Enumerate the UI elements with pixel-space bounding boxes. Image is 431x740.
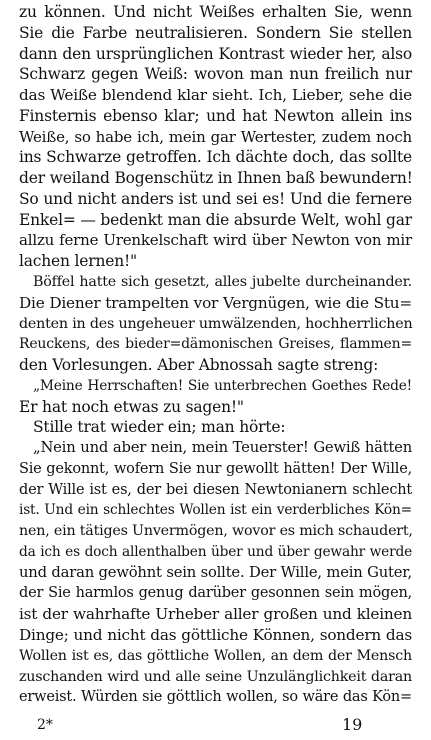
text-line: Wollen ist es, das göttliche Wollen, an dem der Mensch [19, 647, 412, 664]
text-line: Schwarz gegen Weiß: wovon man nun freilich nur [19, 65, 412, 84]
text-line: da ich es doch allenthalben über und über gewahr werde [19, 543, 412, 560]
text-line: Reuckens, des bieder=dämonischen Greises, flammen= [19, 336, 412, 353]
text-line: ist der wahrhafte Urheber aller großen und kleinen [19, 605, 412, 624]
paragraph-first-line: „Meine Herrschaften! Sie unterbrechen Goethes Rede! [33, 377, 412, 394]
signature-mark: 2* [37, 717, 53, 733]
text-line: Die Diener trampelten vor Vergnügen, wie die Stu= [19, 293, 412, 312]
text-line: nen, ein tätiges Unvermögen, wovor es mich schaudert, [19, 523, 413, 540]
text-line: denten in des ungeheuer umwälzenden, hochherrlichen [19, 315, 413, 332]
text-line: ins Schwarze getroffen. Ich dächte doch, das sollte [19, 148, 412, 167]
text-line: ist. Und ein schlechtes Wollen ist ein verderbliches Kön= [19, 502, 412, 519]
text-line: den Vorlesungen. Aber Abnossah sagte streng: [19, 356, 379, 374]
text-line: Weiße, so habe ich, mein gar Wertester, zudem noch [19, 127, 412, 146]
text-line: Finsternis ebenso klar; und hat Newton allein ins [19, 106, 412, 125]
text-line: Sie gekonnt, wofern Sie nur gewollt hätten! Der Wille, [19, 460, 412, 477]
page-number: 19 [342, 715, 363, 734]
paragraph-first-line: „Nein und aber nein, mein Teuerster! Gewiß hätten [33, 439, 412, 457]
paragraph-first-line: Böffel hatte sich gesetzt, alles jubelte durcheinander. [33, 273, 412, 290]
page-footer [0, 712, 431, 738]
text-line: So und nicht anders ist und sei es! Und die fernere [19, 189, 412, 208]
text-line: lachen lernen!" [19, 252, 137, 271]
text-line: zuschanden wird und alle seine Unzulänglichkeit daran [19, 668, 412, 685]
paragraph-first-line: Stille trat wieder ein; man hörte: [33, 418, 286, 437]
text-line: und daran gewöhnt sein sollte. Der Wille, mein Guter, [19, 563, 412, 581]
text-line: Sie die Farbe neutralisieren. Sondern Sie stellen [19, 23, 412, 42]
text-line: dann den ursprünglichen Kontrast wieder her, also [19, 44, 412, 63]
text-line: zu können. Und nicht Weißes erhalten Sie, wenn [19, 3, 412, 21]
text-line: Enkel= — bedenkt man die absurde Welt, wohl gar [19, 210, 412, 229]
text-line: Dinge; und nicht das göttliche Können, sondern das [19, 625, 412, 644]
text-line: erweist. Würden sie göttlich wollen, so wäre das Kön= [19, 689, 412, 706]
text-line: der Wille ist es, der bei diesen Newtonianern schlecht [19, 481, 412, 498]
text-line: der weiland Bogenschütz in Ihnen baß bewundern! [19, 169, 413, 188]
text-line: allzu ferne Urenkelschaft wird über Newton von mir [19, 231, 412, 250]
text-line: der Sie harmlos genug darüber gesonnen sein mögen, [19, 585, 412, 602]
text-line: Er hat noch etwas zu sagen!" [19, 397, 244, 416]
text-line: das Weiße blendend klar sieht. Ich, Lieber, sehe die [19, 86, 412, 105]
